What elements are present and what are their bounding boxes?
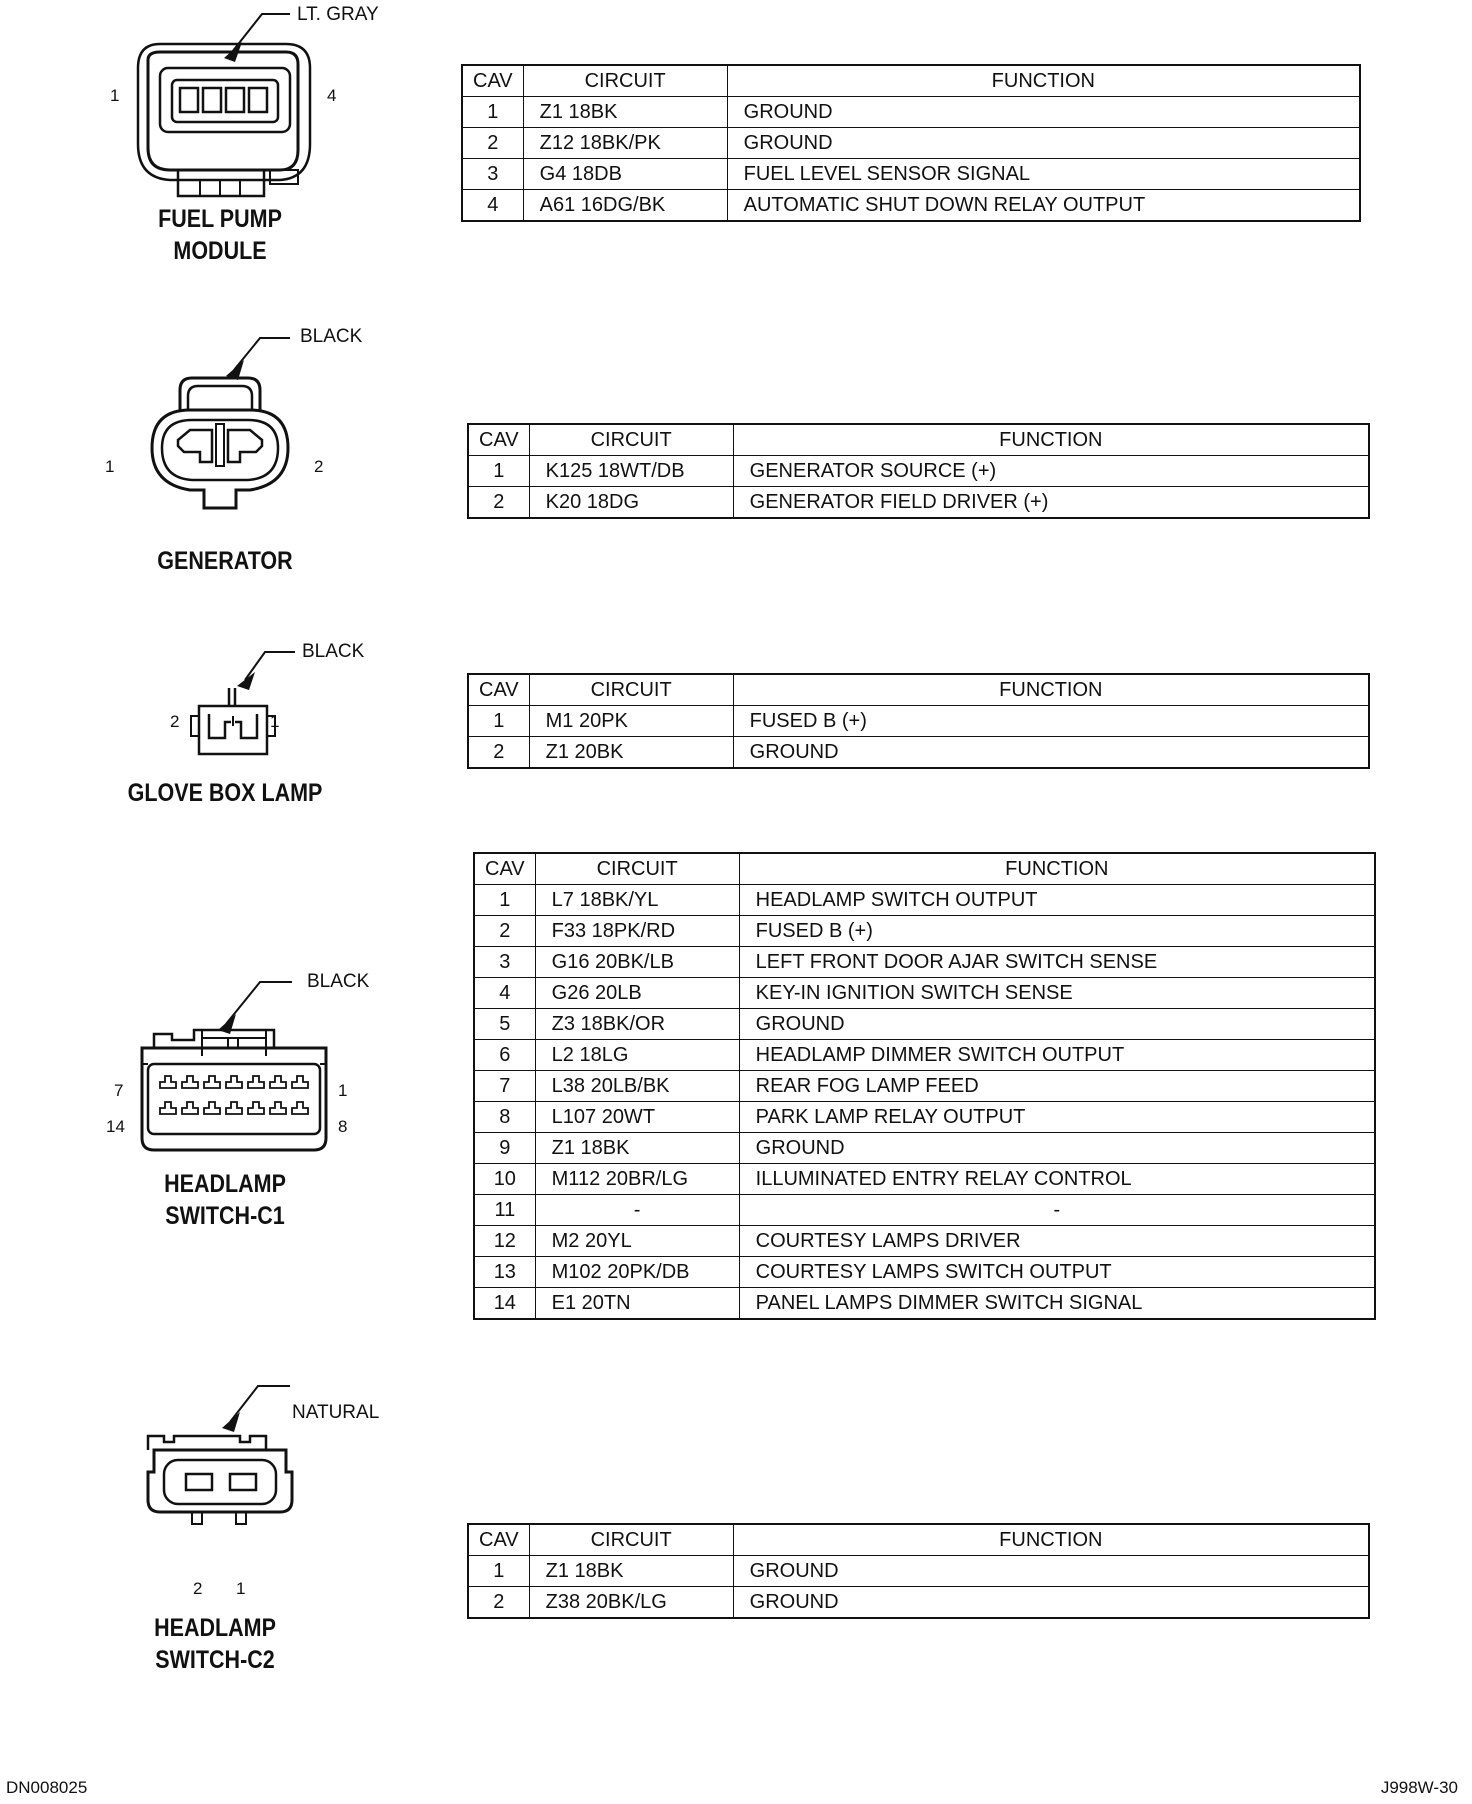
circuit-cell: K125 18WT/DB (529, 456, 733, 487)
table-row (474, 1226, 1375, 1257)
circuit-cell: G4 18DB (523, 159, 727, 190)
function-cell: GROUND (733, 1587, 1369, 1619)
cav-cell: 1 (462, 97, 523, 128)
table-row (462, 190, 1360, 222)
table-row (462, 97, 1360, 128)
cav-cell: 4 (474, 978, 535, 1009)
circuit-cell: G26 20LB (535, 978, 739, 1009)
circuit-cell: Z3 18BK/OR (535, 1009, 739, 1040)
header-circuit: CIRCUIT (535, 853, 739, 885)
cav-cell: 9 (474, 1133, 535, 1164)
pin-number-left: 1 (110, 86, 120, 105)
header-function: FUNCTION (733, 424, 1369, 456)
table-row (468, 1556, 1369, 1587)
cavity-glyph (248, 1076, 264, 1088)
connector-color-label: LT. GRAY (297, 4, 379, 25)
header-cav: CAV (468, 674, 529, 706)
function-cell: FUEL LEVEL SENSOR SIGNAL (727, 159, 1360, 190)
connector-name: GLOVE BOX LAMP (127, 779, 323, 807)
connector-color-label: NATURAL (292, 1402, 380, 1423)
function-cell: HEADLAMP DIMMER SWITCH OUTPUT (739, 1040, 1375, 1071)
table-header-row (462, 65, 1360, 97)
table-row (468, 456, 1369, 487)
circuit-cell: M112 20BR/LG (535, 1164, 739, 1195)
header-cav: CAV (474, 853, 535, 885)
connector-color-label: BLACK (300, 326, 363, 347)
header-circuit: CIRCUIT (523, 65, 727, 97)
function-cell: KEY-IN IGNITION SWITCH SENSE (739, 978, 1375, 1009)
connector-name (126, 1168, 324, 1232)
pin-number-bottom-right: 8 (338, 1117, 348, 1136)
cav-cell: 1 (474, 885, 535, 916)
header-function: FUNCTION (733, 674, 1369, 706)
function-cell: GROUND (733, 737, 1369, 769)
cav-cell: 12 (474, 1226, 535, 1257)
cavity-glyph (182, 1102, 198, 1114)
table-row (468, 1587, 1369, 1619)
cav-cell: 14 (474, 1288, 535, 1320)
header-cav: CAV (468, 1524, 529, 1556)
circuit-cell: - (535, 1195, 739, 1226)
circuit-cell: L7 18BK/YL (535, 885, 739, 916)
cav-cell: 3 (474, 947, 535, 978)
fuel-pump-connector-icon (120, 40, 320, 200)
table-header-row (468, 424, 1369, 456)
connector-name-line2: MODULE (173, 237, 267, 265)
function-cell: PANEL LAMPS DIMMER SWITCH SIGNAL (739, 1288, 1375, 1320)
header-circuit: CIRCUIT (529, 424, 733, 456)
circuit-cell: E1 20TN (535, 1288, 739, 1320)
table-row (474, 1102, 1375, 1133)
pin-number-top-right: 1 (338, 1081, 348, 1100)
table-row (474, 1288, 1375, 1320)
cavity-table-fuel-pump (461, 64, 1361, 222)
circuit-cell: Z1 20BK (529, 737, 733, 769)
cavity-glyph (204, 1076, 220, 1088)
cav-cell: 8 (474, 1102, 535, 1133)
cavity-table-headlamp-switch-c1 (473, 852, 1376, 1320)
pin-number-top-left: 7 (114, 1081, 124, 1100)
table-row (468, 737, 1369, 769)
table-row (474, 1133, 1375, 1164)
function-cell: GROUND (727, 97, 1360, 128)
table-header-row (468, 674, 1369, 706)
table-row (474, 978, 1375, 1009)
function-cell: GENERATOR SOURCE (+) (733, 456, 1369, 487)
function-cell: PARK LAMP RELAY OUTPUT (739, 1102, 1375, 1133)
header-function: FUNCTION (727, 65, 1360, 97)
cavity-glyph (160, 1102, 176, 1114)
generator-connector-icon (130, 360, 310, 520)
function-cell: AUTOMATIC SHUT DOWN RELAY OUTPUT (727, 190, 1360, 222)
circuit-cell: Z1 18BK (529, 1556, 733, 1587)
circuit-cell: Z1 18BK (523, 97, 727, 128)
glove-box-lamp-connector-icon (185, 660, 305, 760)
cavity-glyph (226, 1076, 242, 1088)
connector-color-label: BLACK (302, 641, 365, 662)
connector-name (134, 203, 306, 267)
table-row (474, 1257, 1375, 1288)
circuit-cell: K20 18DG (529, 487, 733, 519)
cav-cell: 7 (474, 1071, 535, 1102)
figure-id-left: DN008025 (6, 1778, 88, 1797)
table-header-row (474, 853, 1375, 885)
cavity-glyph (226, 1102, 242, 1114)
pin-number-bottom-left: 14 (106, 1117, 125, 1136)
cavity-glyph (292, 1102, 308, 1114)
table-row (474, 1040, 1375, 1071)
pin-number-left: 1 (105, 457, 115, 476)
circuit-cell: A61 16DG/BK (523, 190, 727, 222)
cavity-table-headlamp-switch-c2 (467, 1523, 1370, 1619)
table-row (474, 1164, 1375, 1195)
figure-id-right: J998W-30 (1380, 1778, 1458, 1797)
pin-number-right: 1 (236, 1579, 246, 1598)
circuit-cell: M1 20PK (529, 706, 733, 737)
circuit-cell: L2 18LG (535, 1040, 739, 1071)
circuit-cell: M2 20YL (535, 1226, 739, 1257)
cavity-table-glove-box-lamp (467, 673, 1370, 769)
table-row (468, 706, 1369, 737)
cavity-glyph (270, 1102, 286, 1114)
table-row (474, 1195, 1375, 1226)
connector-name-line2: SWITCH-C1 (165, 1202, 285, 1230)
connector-name-line1: HEADLAMP (154, 1614, 276, 1642)
header-cav: CAV (468, 424, 529, 456)
connector-name: GENERATOR (157, 547, 293, 575)
pin-number-left: 2 (193, 1579, 203, 1598)
table-row (474, 916, 1375, 947)
table-row (462, 128, 1360, 159)
header-function: FUNCTION (733, 1524, 1369, 1556)
function-cell: GROUND (727, 128, 1360, 159)
cav-cell: 11 (474, 1195, 535, 1226)
cav-cell: 1 (468, 456, 529, 487)
circuit-cell: L107 20WT (535, 1102, 739, 1133)
table-header-row (468, 1524, 1369, 1556)
cav-cell: 2 (468, 737, 529, 769)
circuit-cell: M102 20PK/DB (535, 1257, 739, 1288)
circuit-cell: Z12 18BK/PK (523, 128, 727, 159)
cav-cell: 13 (474, 1257, 535, 1288)
cav-cell: 1 (468, 1556, 529, 1587)
function-cell: GROUND (739, 1133, 1375, 1164)
function-cell: FUSED B (+) (739, 916, 1375, 947)
cavity-glyph (182, 1076, 198, 1088)
cavity-glyph (292, 1076, 308, 1088)
cav-cell: 2 (474, 916, 535, 947)
function-cell: GROUND (733, 1556, 1369, 1587)
cav-cell: 2 (462, 128, 523, 159)
function-cell: GENERATOR FIELD DRIVER (+) (733, 487, 1369, 519)
function-cell: GROUND (739, 1009, 1375, 1040)
table-row (474, 1009, 1375, 1040)
circuit-cell: L38 20LB/BK (535, 1071, 739, 1102)
circuit-cell: F33 18PK/RD (535, 916, 739, 947)
table-row (474, 1071, 1375, 1102)
cavity-glyph (270, 1076, 286, 1088)
connector-name (116, 1612, 314, 1676)
connector-name-line2: SWITCH-C2 (155, 1646, 275, 1674)
pin-number-left: 2 (170, 712, 180, 731)
cav-cell: 10 (474, 1164, 535, 1195)
pin-number-right: 1 (270, 712, 280, 731)
cavity-glyph (204, 1102, 220, 1114)
cavity-table-generator (467, 423, 1370, 519)
pin-number-right: 2 (314, 457, 324, 476)
pin-number-right: 4 (327, 86, 337, 105)
function-cell: FUSED B (+) (733, 706, 1369, 737)
circuit-cell: Z1 18BK (535, 1133, 739, 1164)
cav-cell: 6 (474, 1040, 535, 1071)
cavity-glyph (248, 1102, 264, 1114)
function-cell: - (739, 1195, 1375, 1226)
cav-cell: 2 (468, 487, 529, 519)
header-circuit: CIRCUIT (529, 1524, 733, 1556)
cav-cell: 1 (468, 706, 529, 737)
header-circuit: CIRCUIT (529, 674, 733, 706)
function-cell: REAR FOG LAMP FEED (739, 1071, 1375, 1102)
circuit-cell: Z38 20BK/LG (529, 1587, 733, 1619)
cav-cell: 2 (468, 1587, 529, 1619)
cavity-glyph (160, 1076, 176, 1088)
header-function: FUNCTION (739, 853, 1375, 885)
circuit-cell: G16 20BK/LB (535, 947, 739, 978)
connector-name-line1: FUEL PUMP (158, 205, 282, 233)
function-cell: COURTESY LAMPS DRIVER (739, 1226, 1375, 1257)
function-cell: LEFT FRONT DOOR AJAR SWITCH SENSE (739, 947, 1375, 978)
cav-cell: 4 (462, 190, 523, 222)
table-row (474, 947, 1375, 978)
cav-cell: 5 (474, 1009, 535, 1040)
table-row (468, 487, 1369, 519)
cav-cell: 3 (462, 159, 523, 190)
function-cell: COURTESY LAMPS SWITCH OUTPUT (739, 1257, 1375, 1288)
headlamp-switch-c2-connector-icon (140, 1400, 310, 1560)
table-row (474, 885, 1375, 916)
connector-name-line1: HEADLAMP (164, 1170, 286, 1198)
table-row (462, 159, 1360, 190)
header-cav: CAV (462, 65, 523, 97)
connector-color-label: BLACK (307, 971, 370, 992)
function-cell: HEADLAMP SWITCH OUTPUT (739, 885, 1375, 916)
function-cell: ILLUMINATED ENTRY RELAY CONTROL (739, 1164, 1375, 1195)
